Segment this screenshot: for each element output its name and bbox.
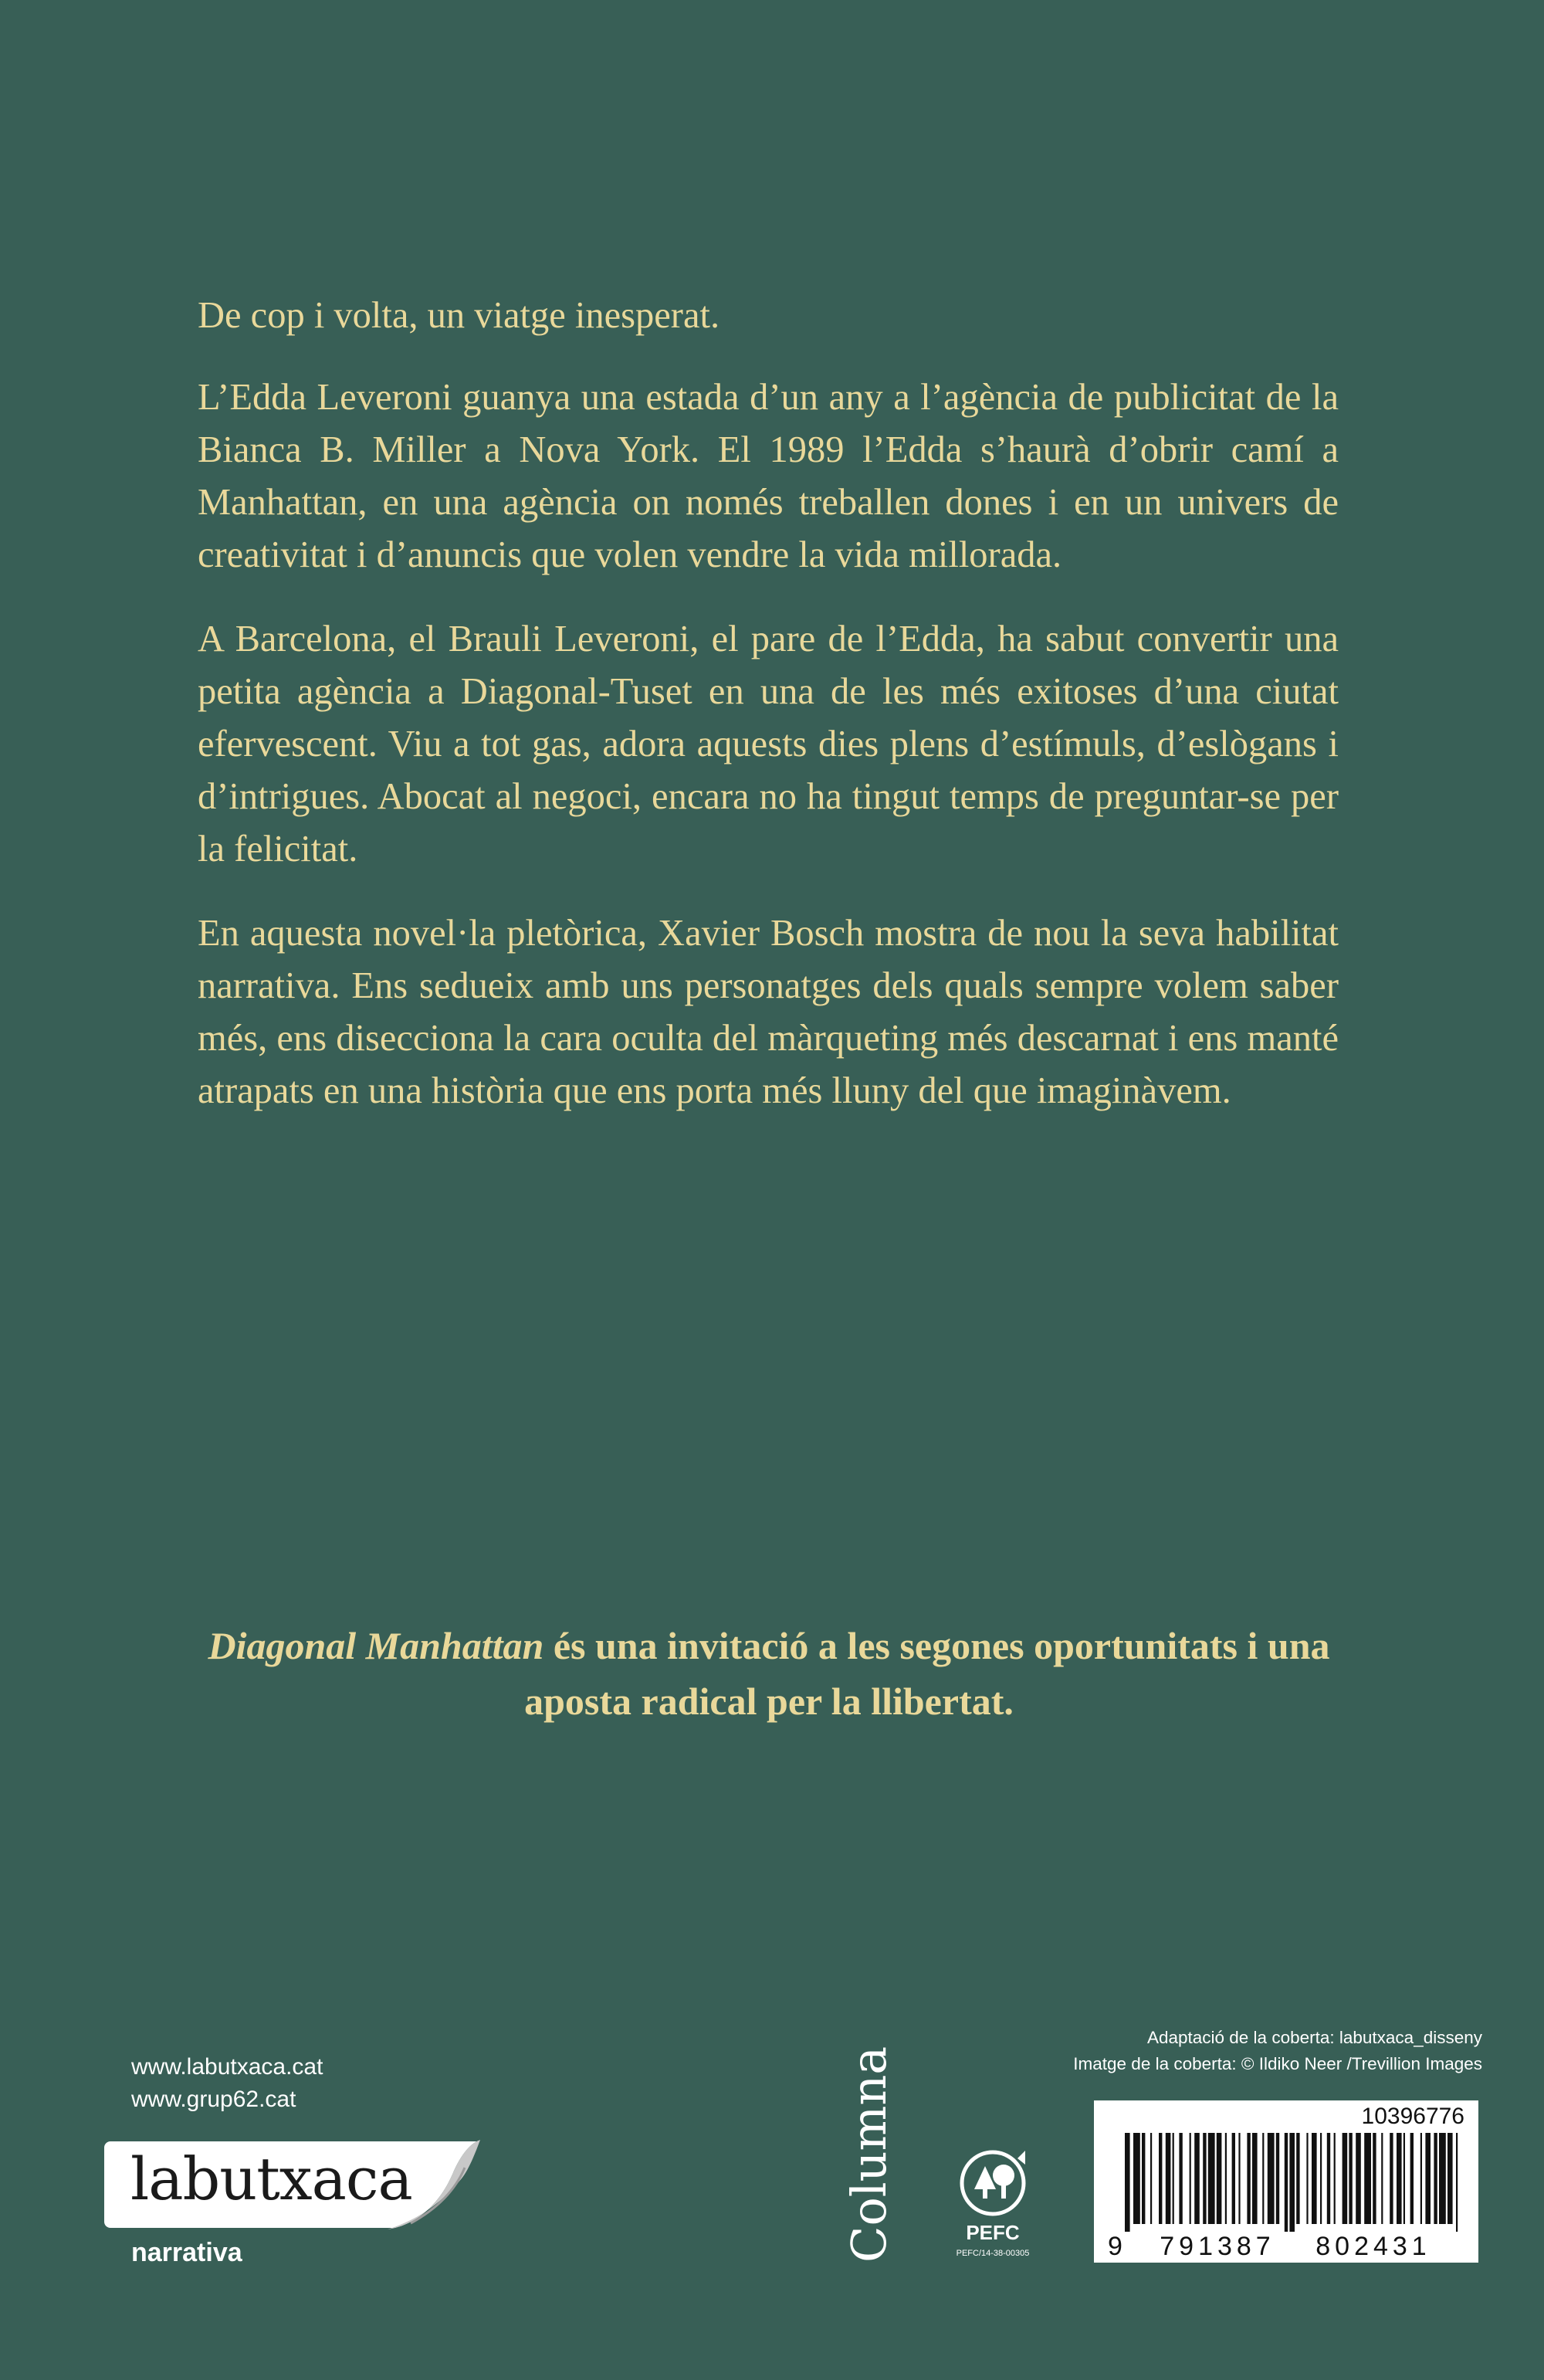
- barcode-bar: [1356, 2133, 1361, 2224]
- collection-label: narrativa: [131, 2238, 242, 2267]
- blurb-text: [198, 290, 1339, 1149]
- tagline-book-title: Diagonal Manhattan: [208, 1624, 544, 1667]
- blurb-paragraph-1: De cop i volta, un viatge inesperat.: [198, 295, 720, 336]
- pefc-logo: [954, 2143, 1055, 2274]
- cover-credits: [1034, 2025, 1482, 2077]
- barcode-bar: [1327, 2133, 1330, 2224]
- barcode-bar: [1456, 2133, 1458, 2232]
- barcode-bar: [1425, 2133, 1431, 2224]
- internal-code: 10396776: [1361, 2104, 1464, 2129]
- barcode-bar: [1262, 2133, 1264, 2224]
- credit-design: Adaptació de la coberta: labutxaca_disseny: [1146, 2028, 1482, 2047]
- barcode-bar: [1232, 2133, 1235, 2224]
- isbn-right-group: 802431: [1315, 2232, 1431, 2261]
- barcode-bar: [1208, 2133, 1215, 2224]
- barcode-bar: [1203, 2133, 1206, 2224]
- barcode-bar: [1390, 2133, 1393, 2224]
- barcode-bar: [1159, 2133, 1162, 2224]
- barcode-bar: [1306, 2133, 1308, 2224]
- barcode-bar: [1217, 2133, 1222, 2224]
- credit-image: Imatge de la coberta: © Ildiko Neer /Trevillion Images: [1073, 2054, 1482, 2073]
- barcode-bar: [1225, 2133, 1227, 2224]
- labutxaca-logo: [104, 2141, 479, 2228]
- barcode-bars: [1094, 2100, 1478, 2263]
- barcode-bar: [1142, 2133, 1145, 2224]
- barcode-bar: [1179, 2133, 1182, 2224]
- barcode-bar: [1133, 2133, 1140, 2224]
- isbn-left-group: 791387: [1160, 2232, 1275, 2261]
- barcode-bar: [1397, 2133, 1402, 2224]
- link-labutxaca[interactable]: www.labutxaca.cat: [131, 2054, 323, 2080]
- barcode-bar: [1125, 2133, 1130, 2232]
- barcode-bar: [1190, 2133, 1191, 2224]
- barcode-bar: [1289, 2133, 1295, 2232]
- barcode: [1094, 2100, 1478, 2263]
- barcode-bar: [1434, 2133, 1437, 2224]
- barcode-bar: [1364, 2133, 1371, 2224]
- publisher-logo: [838, 2012, 907, 2266]
- website-links: [131, 2051, 323, 2116]
- blurb-paragraph-2: L’Edda Leveroni guanya una estada d’un any a l’agència de publicitat de la Bianca B. Miller a Nova York. El 1989 l’Edda s’haurà d’obrir camí a Manhattan, en una agència on només treballen dones i en un univers de creativitat i d’anuncis que volen vendre la vida millorada.: [198, 377, 1339, 575]
- barcode-bar: [1439, 2133, 1446, 2224]
- barcode-bar: [1238, 2133, 1240, 2224]
- blurb-paragraph-3: A Barcelona, el Brauli Leveroni, el pare de l’Edda, ha sabut convertir una petita agència a Diagonal-Tuset en una de les més exitoses d’una ciutat efervescent. Viu a tot gas, adora aquests dies plens d’estímuls, d’eslògans i d’intrigues. Abocat al negoci, encara no ha tingut temps de preguntar-se per la felicitat.: [198, 619, 1339, 870]
- barcode-bar: [1373, 2133, 1376, 2224]
- tagline-text: és una invitació a les segones oportunitats i una aposta radical per la llibertat.: [524, 1624, 1330, 1723]
- barcode-bar: [1173, 2133, 1174, 2224]
- page-curl-icon: [388, 2140, 480, 2229]
- pefc-code: PEFC/14-38-00305: [956, 2249, 1030, 2258]
- barcode-bar: [1166, 2133, 1171, 2224]
- barcode-bar: [1194, 2133, 1200, 2224]
- publisher-wordmark: Columna: [841, 2046, 897, 2263]
- barcode-bar: [1420, 2133, 1422, 2224]
- isbn-first-digit: 9: [1108, 2232, 1122, 2261]
- barcode-bar: [1312, 2133, 1317, 2224]
- blurb-paragraph-4: En aquesta novel·la pletòrica, Xavier Bosch mostra de nou la seva habilitat narrativa. Ens sedueix amb uns personatges dels quals sempre volem saber més, ens disecciona la cara oculta del màrqueting més descarnat i ens manté atrapats en una història que ens porta més lluny del que imaginàvem.: [198, 913, 1339, 1111]
- barcode-bar: [1403, 2133, 1405, 2224]
- barcode-bar: [1381, 2133, 1383, 2224]
- barcode-bar: [1448, 2133, 1453, 2224]
- barcode-bar: [1247, 2133, 1250, 2224]
- barcode-bar: [1276, 2133, 1279, 2224]
- barcode-bar: [1285, 2133, 1288, 2232]
- barcode-bar: [1410, 2133, 1414, 2224]
- barcode-bar: [1349, 2133, 1352, 2224]
- tagline: [198, 1618, 1340, 1729]
- logo-wordmark: labutxaca: [130, 2144, 412, 2213]
- barcode-bar: [1320, 2133, 1322, 2224]
- barcode-bar: [1268, 2133, 1275, 2224]
- link-grup62[interactable]: www.grup62.cat: [131, 2087, 296, 2112]
- barcode-bar: [1334, 2133, 1336, 2224]
- barcode-bar: [1252, 2133, 1258, 2224]
- barcode-bar: [1150, 2133, 1152, 2224]
- barcode-bar: [1296, 2133, 1299, 2224]
- barcode-bar: [1343, 2133, 1348, 2224]
- pefc-label: PEFC: [966, 2221, 1020, 2244]
